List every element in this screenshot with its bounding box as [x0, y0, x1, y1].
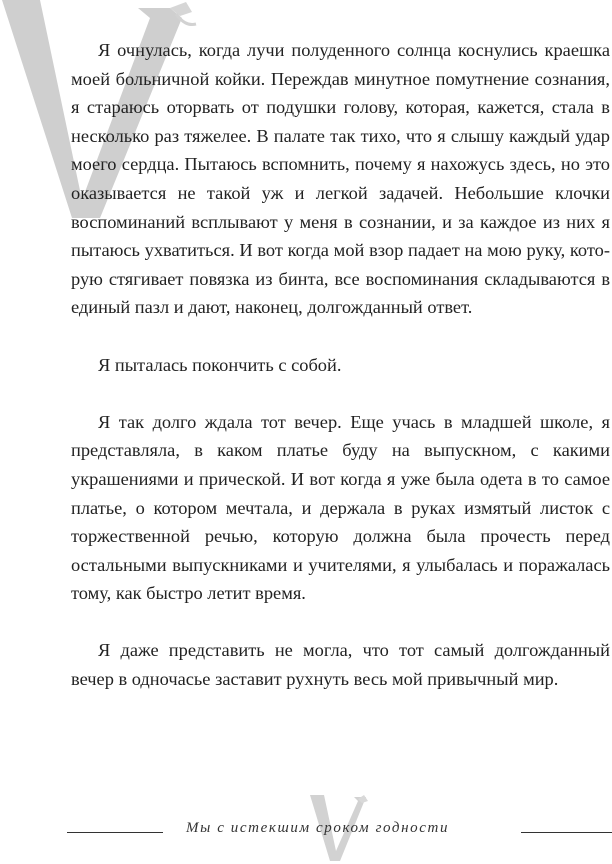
paragraph-2: Я пыталась покончить с собой. [98, 354, 342, 375]
footer-rule-right [521, 832, 612, 833]
footer-rule-left [67, 832, 163, 833]
paragraph-4: Я даже представить не могла, что тот самый долгожданный вечер в одночасье заставит рухнуть весь мой привычный мир. [71, 640, 610, 690]
paragraph-3: Я так долго ждала тот вечер. Еще учась в младшей школе, я представляла, в каком платье буду на выпускном, с какими украшениями и прической. И вот когда я уже была одета в то самое платье, о котором мечтала, и держала в руках измятый листок с торжественной речью, которую должна была прочесть перед остальными выпускниками и учителями, я улыбалась и поражалась тому, как быстро летит время. [71, 411, 610, 604]
paragraph-1: Я очнулась, когда лучи полуденного солнца коснулись краешка моей больничной койки. Переждав минутное помутнение сознания, я стараюсь оторвать от подушки голову, которая, кажется, стала в несколько раз тяжелее. В палате так тихо, что я слышу каждый удар моего сердца. Пытаюсь вспомнить, почему я нахожусь здесь, но это оказывается не такой уж и легкой задачей. Небольшие клочки воспоминаний всплывают у меня в сознании, и за каждое из них я пытаюсь ухватиться. И вот когда мой взор падает на мою руку, которую стягивает повязка из бинта, все воспоминания складываются в единый пазл и дают, наконец, долгожданный ответ. [71, 40, 610, 318]
body-text [71, 36, 610, 694]
page-footer [0, 820, 612, 844]
running-title: Мы с истекшим сроком годности [186, 820, 450, 836]
